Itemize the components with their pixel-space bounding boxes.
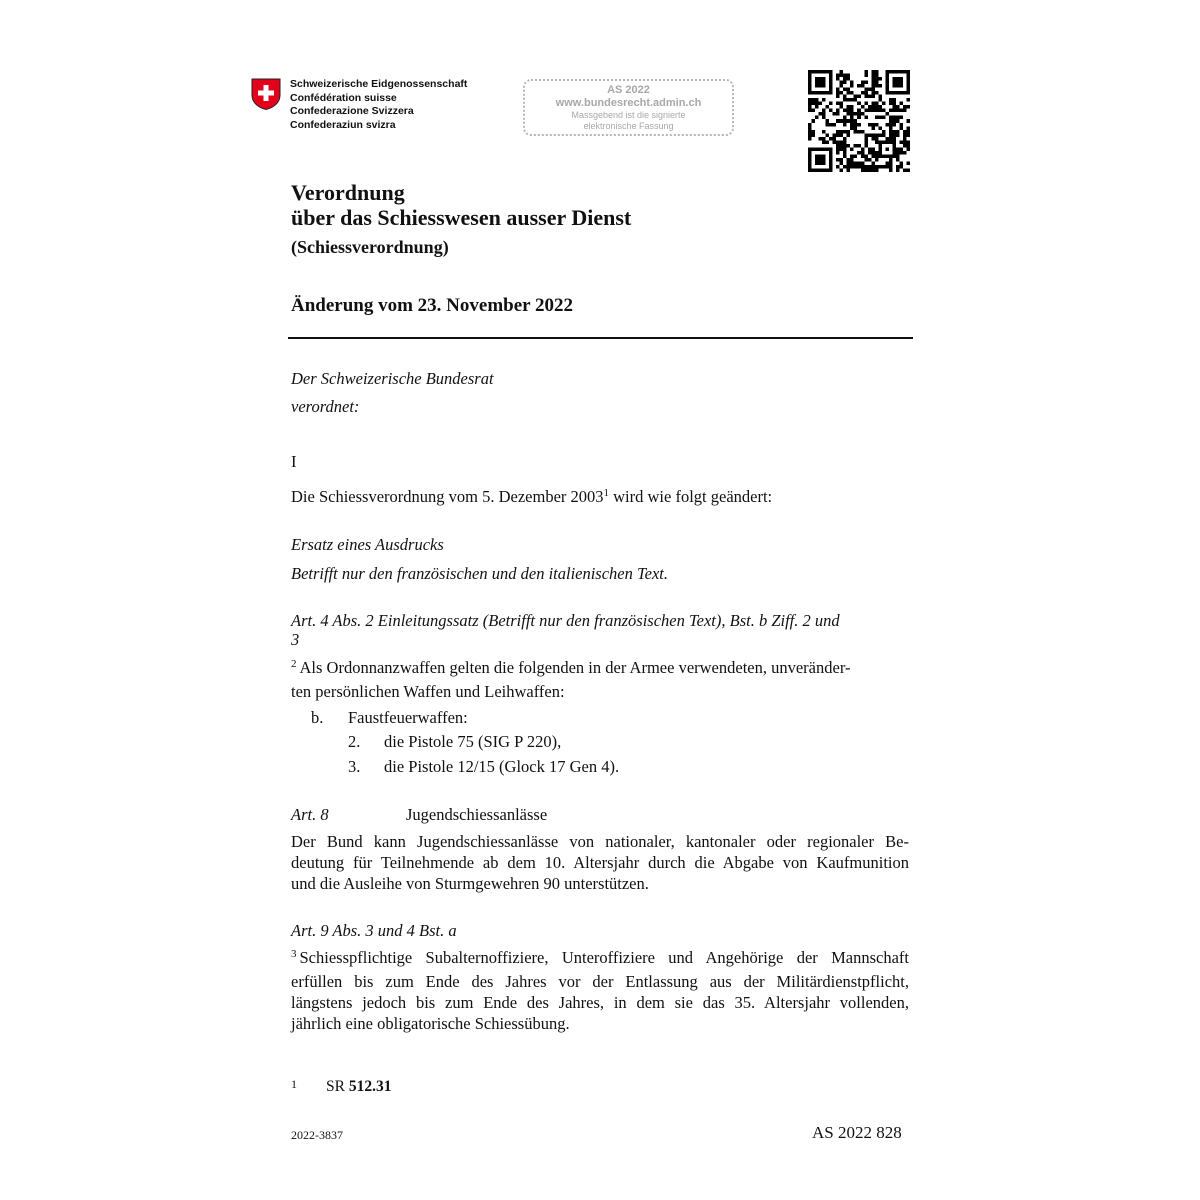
footnote-ref-number: 512.31	[348, 1078, 392, 1095]
org-name-rm: Confederaziun svizra	[290, 118, 396, 131]
official-collection-stamp	[523, 79, 734, 136]
art4-heading	[291, 610, 840, 648]
org-name-de: Schweizerische Eidgenossenschaft	[290, 78, 468, 90]
amendment-intro-rest: wird wie folgt geändert:	[609, 487, 773, 506]
footnote-number: 1	[291, 1077, 297, 1091]
org-name-it: Confederazione Svizzera	[290, 105, 414, 117]
amendment-intro	[291, 486, 772, 510]
replacement-note: Betrifft nur den französischen und den italienischen Text.	[291, 564, 669, 583]
stamp-website: www.bundesrecht.admin.ch	[555, 97, 702, 109]
document-title	[291, 180, 631, 230]
replacement-heading: Ersatz eines Ausdrucks	[291, 535, 444, 554]
art4-item-b-label: b.	[311, 708, 324, 727]
qr-code-icon	[808, 70, 910, 172]
footnote-prefix: SR	[326, 1078, 349, 1095]
footnote-text	[326, 1078, 391, 1096]
art4-paragraph	[291, 657, 850, 702]
art4-heading-line-2: 3	[291, 630, 300, 649]
art8-line-3: und die Ausleihe von Sturmgewehren 90 unterstützen.	[291, 874, 649, 893]
title-divider	[288, 337, 913, 339]
federal-administration-names	[290, 78, 467, 132]
list-item-label: 3.	[348, 757, 361, 776]
short-title: (Schiessverordnung)	[291, 237, 449, 257]
preamble-verb: verordnet:	[291, 397, 360, 416]
art4-heading-line-1: Art. 4 Abs. 2 Einleitungssatz (Betrifft nur den französischen Text), Bst. b Ziff. 2 und	[291, 611, 840, 630]
art4-item-b-text: Faustfeuerwaffen:	[348, 708, 468, 727]
amendment-intro-text: Die Schiessverordnung vom 5. Dezember 2003	[291, 487, 604, 506]
org-name-fr: Confédération suisse	[290, 91, 397, 104]
art8-line-2: deutung für Teilnehmende ab dem 10. Altersjahr durch die Abgabe von Kaufmunition	[291, 853, 909, 872]
list-item-label: 2.	[348, 732, 361, 751]
stamp-collection: AS 2022	[607, 84, 650, 96]
art9-heading: Art. 9 Abs. 3 und 4 Bst. a	[291, 921, 457, 940]
title-line-2: über das Schiesswesen ausser Dienst	[291, 205, 632, 230]
title-line-1: Verordnung	[291, 180, 405, 205]
art8-label: Art. 8	[291, 805, 329, 824]
stamp-note-2: elektronische Fassung	[583, 121, 674, 131]
art9-para-number: 3	[291, 948, 297, 960]
document-id: 2022-3837	[291, 1128, 343, 1142]
art4-para-line-1: Als Ordonnanzwaffen gelten die folgenden in der Armee verwendeten, unveränder-	[299, 658, 851, 677]
list-item-text: die Pistole 75 (SIG P 220),	[384, 732, 562, 751]
art8-line-1: Der Bund kann Jugendschiessanlässe von nationaler, kantonaler oder regionaler Be-	[291, 832, 909, 851]
art9-line-2: erfüllen bis zum Ende des Jahres vor der Entlassung aus der Militärdienstpflicht,	[291, 972, 909, 991]
stamp-note-1: Massgebend ist die signierte	[571, 110, 686, 120]
amendment-date: Änderung vom 23. November 2022	[291, 295, 574, 316]
footnote-ref[interactable]: 1	[603, 487, 610, 499]
section-numeral: I	[291, 452, 297, 471]
list-item-text: die Pistole 12/15 (Glock 17 Gen 4).	[384, 757, 620, 776]
swiss-coat-of-arms-icon	[251, 78, 281, 110]
preamble-authority: Der Schweizerische Bundesrat	[291, 369, 494, 388]
art8-title: Jugendschiessanlässe	[406, 805, 548, 824]
art4-para-number: 2	[291, 658, 297, 670]
art9-line-1: Schiesspflichtige Subalternoffiziere, Unteroffiziere und Angehörige der Mannschaft	[299, 948, 909, 967]
art9-paragraph	[291, 947, 909, 1034]
art8-text	[291, 831, 909, 894]
art9-line-4: jährlich eine obligatorische Schiessübung.	[291, 1014, 570, 1033]
official-collection-ref: AS 2022 828	[812, 1123, 902, 1142]
art9-line-3: längstens jedoch bis zum Ende des Jahres, in dem sie das 35. Altersjahr vollenden,	[291, 993, 909, 1012]
art4-para-line-2: ten persönlichen Waffen und Leihwaffen:	[291, 682, 565, 701]
